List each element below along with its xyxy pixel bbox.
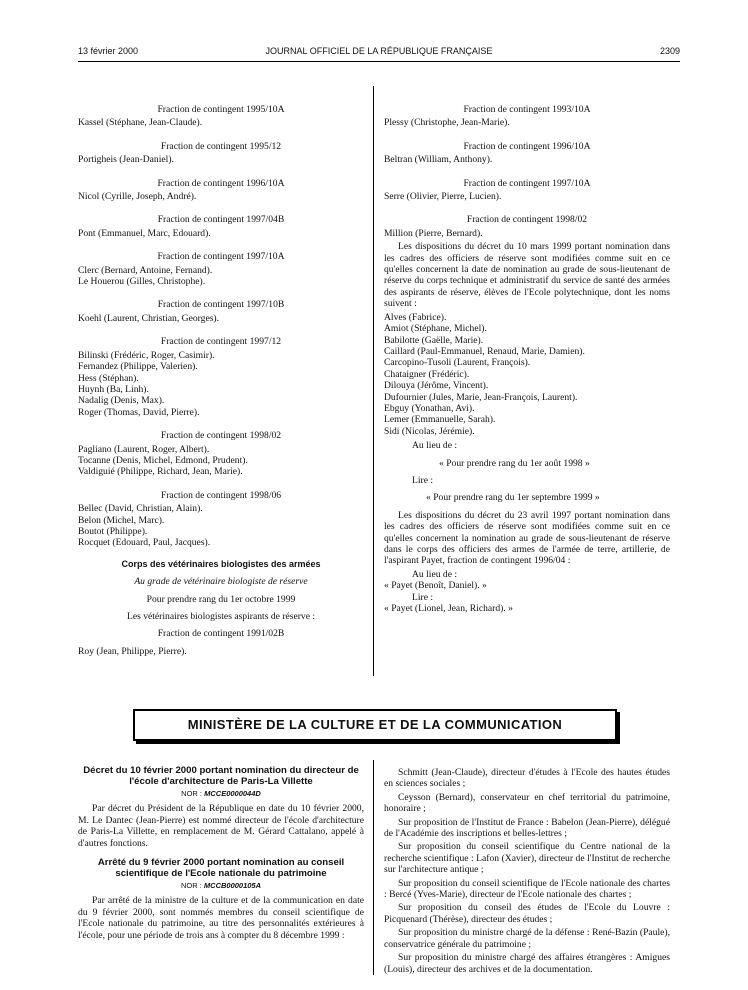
person-name: Carcopino-Tusoli (Laurent, François). <box>384 357 531 369</box>
council-member-entry: Sur proposition du ministre chargé de la défense : René-Bazin (Paule), conservatrice générale du patrimoine ; <box>384 927 670 950</box>
person-name: Lemer (Emmanuelle, Sarah). <box>384 414 496 426</box>
council-member-entry: Sur proposition du conseil scientifique de l'Ecole nationale des chartes : Bercé (Yves-Marie), directeur de l'Ecole nationale des chartes ; <box>384 877 670 901</box>
person-name: Beltran (William, Anthony). <box>384 154 493 166</box>
page-number: 2309 <box>659 46 680 56</box>
council-member-entry: Ceysson (Bernard), conservateur en chef territorial du patrimoine, honoraire ; <box>384 791 670 815</box>
person-name: Clerc (Bernard, Antoine, Fernand). <box>78 264 213 276</box>
decret2-lire: Lire : <box>412 591 434 603</box>
person-name: Belon (Michel, Marc). <box>78 514 165 526</box>
corps-rank: Pour prendre rang du 1er octobre 1999 <box>146 593 296 605</box>
person-name: Nicol (Cyrille, Joseph, André). <box>78 191 197 203</box>
person-name: Huynh (Ba, Linh). <box>78 383 149 395</box>
header-rule <box>78 61 680 62</box>
person-name: Million (Pierre, Bernard). <box>384 227 483 239</box>
contingent-groups <box>78 104 364 549</box>
nor-code: MCCB0000105A <box>203 881 262 891</box>
person-name: Le Houerou (Gilles, Christophe). <box>78 276 206 288</box>
contingent-fraction: Fraction de contingent 1997/12 <box>160 336 282 348</box>
contingent-fraction: Fraction de contingent 1998/02 <box>160 430 282 442</box>
council-member-entry: Schmitt (Jean-Claude), directeur d'études à l'Ecole des hautes études en sciences sociales ; <box>384 767 670 790</box>
contingent-fraction: Fraction de contingent 1998/06 <box>160 489 282 501</box>
decret2-text: Les dispositions du décret du 23 avril 1997 portant nomination dans les cadres des officiers de réserve sont modifiées comme suit en ce qu'elles concernent la nomination au grade de sous-lieutenant de réserve dans le corps des officiers des armes de l'armée de terre, artillerie, de l'aspirant Payet, fraction de contingent 1996/04 : <box>384 509 670 567</box>
person-name: Serre (Olivier, Pierre, Lucien). <box>384 191 502 203</box>
arrete-title: Arrêté du 9 février 2000 portant nomination au conseil scientifique de l'Ecole nationale du patrimoine <box>97 857 345 880</box>
person-name: Ebguy (Yonathan, Avi). <box>384 402 475 414</box>
ministry-banner: MINISTÈRE DE LA CULTURE ET DE LA COMMUNICATION <box>133 709 617 741</box>
header-title: JOURNAL OFFICIEL DE LA RÉPUBLIQUE FRANÇAISE <box>265 46 493 56</box>
person-name: Babilotte (Gaëlle, Marie). <box>384 334 484 346</box>
person-name: Koehl (Laurent, Christian, Georges). <box>78 312 220 324</box>
contingent-fraction: Fraction de contingent 1996/10A <box>157 177 285 189</box>
arrete-nor <box>78 880 364 891</box>
person-name: Sidi (Nicolas, Jérémie). <box>384 425 475 437</box>
corps-subtitle: Au grade de vétérinaire biologiste de réserve <box>134 576 308 588</box>
column-separator <box>373 86 374 676</box>
person-name: Chataigner (Frédéric). <box>384 368 470 380</box>
person-name: Roger (Thomas, David, Pierre). <box>78 406 200 418</box>
left-column-bottom <box>78 765 364 943</box>
person-name: Valdiguié (Philippe, Richard, Jean, Marie). <box>78 466 243 478</box>
contingent-groups-right <box>384 104 670 239</box>
person-name: Boutot (Philippe). <box>78 525 148 537</box>
decret-ecole-title: Décret du 10 février 2000 portant nomination du directeur de l'école d'architecture de Paris-La Villette <box>83 765 359 787</box>
right-column-top <box>384 92 670 614</box>
person-name: Nadalig (Denis, Max). <box>78 395 165 407</box>
person-name: Plessy (Christophe, Jean-Marie). <box>384 117 510 129</box>
decret1-au-lieu: Au lieu de : <box>412 440 458 452</box>
contingent-fraction: Fraction de contingent 1998/02 <box>466 214 588 226</box>
decret1-names <box>384 312 670 437</box>
corps-fraction: Fraction de contingent 1991/02B <box>157 628 285 640</box>
nor-label: NOR : <box>181 789 203 798</box>
person-name: Dufournier (Jules, Marie, Jean-François, Laurent). <box>384 391 578 403</box>
person-name: Caillard (Paul-Emmanuel, Renaud, Marie, Damien). <box>384 345 585 357</box>
person-name: Fernandez (Philippe, Valerien). <box>78 361 198 373</box>
decret2-au-lieu: Au lieu de : <box>412 568 458 580</box>
page-header <box>78 44 680 58</box>
person-name: Kassel (Stéphane, Jean-Claude). <box>78 117 203 129</box>
column-separator-bottom <box>373 760 374 975</box>
decret1-new: « Pour prendre rang du 1er septembre 1999 » <box>426 492 600 504</box>
corps-name: Roy (Jean, Philippe, Pierre). <box>78 645 187 657</box>
arrete-text: Par arrêté de la ministre de la culture et de la communication en date du 9 février 2000, sont nommés membres du conseil scientifique de l'Ecole nationale du patrimoine, au titre des personnalités extérieures à l'école, pour une période de trois ans à compter du 8 décembre 1999 : <box>78 895 364 941</box>
council-member-entry: Sur proposition du ministre chargé des affaires étrangères : Amigues (Louis), directeur des archives et de la documentation. <box>384 952 670 975</box>
person-name: Bellec (David, Christian, Alain). <box>78 503 203 515</box>
person-name: Rocquet (Edouard, Paul, Jacques). <box>78 537 211 549</box>
right-column-bottom <box>384 765 670 977</box>
contingent-fraction: Fraction de contingent 1997/10A <box>463 177 591 189</box>
person-name: Tocanne (Denis, Michel, Edmond, Prudent). <box>78 454 248 466</box>
contingent-fraction: Fraction de contingent 1997/10B <box>157 299 285 311</box>
contingent-fraction: Fraction de contingent 1996/10A <box>463 140 591 152</box>
decret-ecole-text: Par décret du Président de la République en date du 10 février 2000, M. Le Dantec (Jean-Pierre) est nommé directeur de l'école d'architecture de Paris-La Villette, en remplacement de M. Gérard Cattalano, appelé à d'autres fonctions. <box>78 803 364 849</box>
decret1-text: Les dispositions du décret du 10 mars 1999 portant nomination dans les cadres des officiers de réserve sont modifiées comme suit en ce qu'elles concernent la date de nomination au grade de sous-lieutenant de réserve du corps technique et administratif du service de santé des armées des aspirants de réserve, élèves de l'Ecole polytechnique, dont les noms suivent : <box>384 241 670 310</box>
contingent-fraction: Fraction de contingent 1997/10A <box>157 251 285 263</box>
council-member-entry: Sur proposition du conseil scientifique du Centre national de la recherche scientifique : Lafon (Xavier), directeur de l'Institut de recherche sur l'architecture antique ; <box>384 841 670 876</box>
council-member-entry: Sur proposition du conseil des études de l'Ecole du Louvre : Picquenard (Thérèse), directeur des études ; <box>384 902 670 925</box>
person-name: Hess (Stéphan). <box>78 372 139 384</box>
contingent-fraction: Fraction de contingent 1995/12 <box>160 140 282 152</box>
person-name: Amiot (Stéphane, Michel). <box>384 323 487 335</box>
council-member-entry: Sur proposition de l'Institut de France : Babelon (Jean-Pierre), délégué de l'Académie des inscriptions et belles-lettres ; <box>384 816 670 840</box>
decret2-old: « Payet (Benoît, Daniel). » <box>384 580 487 592</box>
decret1-old: « Pour prendre rang du 1er août 1998 » <box>439 457 590 469</box>
header-date: 13 février 2000 <box>78 46 139 56</box>
contingent-fraction: Fraction de contingent 1993/10A <box>463 104 591 115</box>
decret2-new: « Payet (Lionel, Jean, Richard). » <box>384 603 513 615</box>
decret-ecole-nor <box>78 788 364 799</box>
nor-label: NOR : <box>180 881 202 891</box>
person-name: Bilinski (Frédéric, Roger, Casimir). <box>78 349 215 361</box>
contingent-fraction: Fraction de contingent 1997/04B <box>157 214 285 226</box>
person-name: Pagliano (Laurent, Roger, Albert). <box>78 443 210 455</box>
person-name: Portigheis (Jean-Daniel). <box>78 154 174 166</box>
person-name: Pont (Emmanuel, Marc, Edouard). <box>78 227 211 239</box>
nor-code: MCCE0000044D <box>204 789 261 798</box>
contingent-fraction: Fraction de contingent 1995/10A <box>157 104 285 115</box>
left-column-top <box>78 92 364 657</box>
person-name: Dilouya (Jérôme, Vincent). <box>384 380 489 392</box>
corps-title: Corps des vétérinaires biologistes des armées <box>121 558 321 569</box>
corps-intro: Les vétérinaires biologistes aspirants de réserve : <box>126 611 316 622</box>
person-name: Alves (Fabrice). <box>384 311 447 323</box>
decret1-lire: Lire : <box>412 474 434 486</box>
